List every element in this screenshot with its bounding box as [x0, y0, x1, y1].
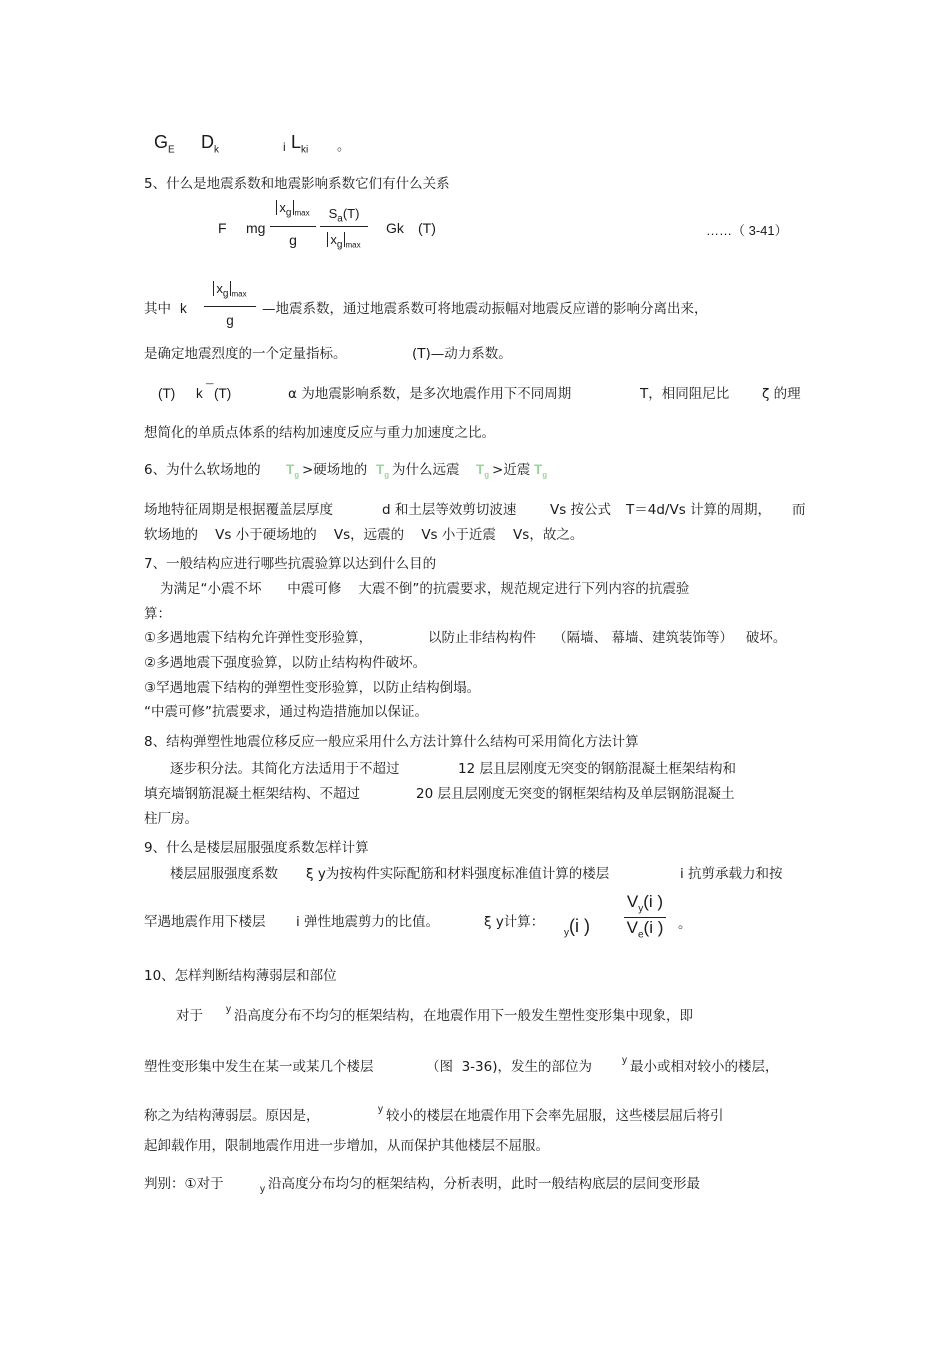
q10-line-4: 起卸载作用，限制地震作用进一步增加，从而保护其他楼层不屈服。 [144, 1138, 549, 1154]
q9-line-2-c: ξ y计算： [484, 914, 545, 930]
q6-line-1-b: d 和土层等效剪切波速 [382, 502, 517, 518]
q9-line-1-a: 楼层屈服强度系数 [170, 866, 278, 882]
q7-line-5: ③罕遇地震下结构的弹塑性变形验算，以防止结构倒塌。 [144, 680, 481, 696]
beta-t: (T) [214, 386, 232, 401]
q7-line-4: ②多遇地震下强度验算，以防止结构构件破坏。 [144, 655, 427, 671]
q9-line-1 [170, 865, 820, 883]
q9-line-2 [144, 892, 824, 943]
q6-line-1-d: T＝4d/Vs 计算的周期， [626, 502, 772, 518]
y-symbol-1: y [226, 1004, 231, 1015]
y-symbol-4: y [260, 1184, 265, 1195]
k-symbol: k [180, 301, 187, 316]
alpha-t: (T) [158, 386, 176, 401]
tg-symbol-2: $T_g$ [376, 462, 390, 480]
q5-line-1-lead: 其中 [144, 301, 171, 317]
q5-line-4: 想简化的单质点体系的结构加速度反应与重力加速度之比。 [144, 425, 495, 441]
formula-3-41 [200, 200, 820, 262]
formula-gk: Gk [386, 220, 404, 236]
q7-line-1: 为满足“小震不坏 中震可修 大震不倒”的抗震要求，规范规定进行下列内容的抗震验 [160, 581, 690, 597]
q5-line-3-b: α 为地震影响系数，是多次地震作用下不同周期 [288, 386, 572, 402]
q5-line-3-d: ζ 的理 [762, 386, 801, 402]
q8-line-2-b: 20 层且层刚度无突变的钢框架结构及单层钢筋混凝土 [416, 786, 735, 802]
question-7-heading: 7、一般结构应进行哪些抗震验算以达到什么目的 [144, 556, 437, 572]
formula-f: F [218, 220, 227, 236]
xi-y-symbol: $_y$(i ) [564, 916, 590, 939]
q6-heading-d: >近震 [492, 462, 531, 478]
q6-line-1 [144, 501, 824, 519]
q5-line-1-text: —地震系数，通过地震系数可将地震动振幅对地震反应谱的影响分离出来， [262, 301, 708, 317]
question-6-heading [144, 461, 844, 479]
q6-line-1-a: 场地特征周期是根据覆盖层厚度 [144, 502, 333, 518]
q8-line-2-a: 填充墙钢筋混凝土框架结构、不超过 [144, 786, 360, 802]
q7-line-3-a: ①多遇地震下结构允许弹性变形验算， [144, 630, 373, 646]
q5-line-2-b: (T)—动力系数。 [412, 346, 512, 362]
q8-line-1-b: 12 层且层刚度无突变的钢筋混凝土框架结构和 [458, 761, 736, 777]
formula-fraction-2: $S_a(T)$ $x_g$ $_{max}$ [320, 200, 368, 258]
q8-line-1-a: 逐步积分法。其简化方法适用于不超过 [170, 761, 400, 777]
q6-line-1-e: 而 [792, 502, 806, 518]
symbol-g: $G_E$ [154, 132, 175, 156]
formula-fraction-1: $x_g$ $_{max}$ g [270, 200, 316, 258]
q8-line-3: 柱厂房。 [144, 811, 198, 827]
tg-symbol-4: $T_g$ [534, 462, 548, 480]
symbol-l: $L_{ki}$ [291, 132, 309, 156]
xi-fraction: $V_y(i$ ) $V_e(i$ ) [622, 893, 668, 945]
question-8-heading: 8、结构弹塑性地震位移反应一般应采用什么方法计算什么结构可采用简化方法计算 [144, 734, 639, 750]
q6-line-2: 软场地的 Vs 小于硬场地的 Vs，远震的 Vs 小于近震 Vs，故之。 [144, 527, 584, 543]
q8-line-2 [144, 785, 824, 803]
q5-line-2 [144, 345, 512, 363]
q9-line-2-b: i 弹性地震剪力的比值。 [296, 914, 440, 930]
k-fraction: $x_g$ $_{max}$ g [204, 280, 256, 336]
q9-end-mark: 。 [678, 916, 692, 932]
q10-line-2-a: 塑性变形集中发生在某一或某几个楼层 [144, 1059, 374, 1075]
formula-mg: mg [246, 220, 266, 236]
symbol-d: $D_k$ [201, 132, 219, 156]
q10-line-1-a: 对于 [176, 1008, 203, 1024]
period-mark: 。 [337, 138, 351, 153]
q10-line-2 [144, 1055, 824, 1076]
q10-line-5-b: 沿高度分布均匀的框架结构，分析表明，此时一般结构底层的层间变形最 [268, 1176, 700, 1192]
q5-line-1 [144, 281, 844, 340]
k-beta: k ¯ [196, 382, 214, 401]
q7-line-3 [144, 629, 824, 647]
q6-line-1-c: Vs 按公式 [550, 502, 612, 518]
equation-fragment-top [154, 132, 374, 158]
q6-heading-b: >硬场地的 [302, 462, 368, 478]
question-10-heading: 10、怎样判断结构薄弱层和部位 [144, 968, 337, 984]
q9-line-1-b: ξ y为按构件实际配筋和材料强度标准值计算的楼层 [306, 866, 610, 882]
q7-line-3-b: 以防止非结构构件 （隔墙、 幕墙、建筑装饰等） 破坏。 [428, 630, 787, 646]
q9-line-2-a: 罕遇地震作用下楼层 [144, 914, 266, 930]
q7-line-2: 算： [144, 606, 171, 622]
question-5-heading: 5、什么是地震系数和地震影响系数它们有什么关系 [144, 176, 450, 192]
symbol-i: i [283, 140, 286, 154]
formula-t: (T) [418, 220, 436, 236]
q10-line-3 [144, 1104, 824, 1125]
y-symbol-3: y [378, 1104, 383, 1115]
y-symbol-2: y [622, 1055, 627, 1066]
q10-line-1-b: 沿高度分布不均匀的框架结构，在地震作用下一般发生塑性变形集中现象，即 [234, 1008, 693, 1024]
q10-line-5-a: 判别：①对于 [144, 1176, 224, 1192]
question-9-heading: 9、什么是楼层屈服强度系数怎样计算 [144, 840, 369, 856]
q10-line-3-a: 称之为结构薄弱层。原因是， [144, 1108, 320, 1124]
q5-line-2-a: 是确定地震烈度的一个定量指标。 [144, 346, 347, 362]
q6-heading-c: 为什么远震 [392, 462, 460, 478]
q5-line-3-c: T，相同阻尼比 [640, 386, 730, 402]
q6-heading-a: 6、为什么软场地的 [144, 462, 261, 478]
q7-line-6: “中震可修”抗震要求，通过构造措施加以保证。 [144, 704, 428, 720]
q10-line-5 [144, 1175, 824, 1193]
tg-symbol-3: $T_g$ [476, 462, 490, 480]
q10-line-2-b: （图 3-36)，发生的部位为 [426, 1059, 592, 1075]
tg-symbol-1: $T_g$ [286, 462, 300, 480]
q10-line-2-c: 最小或相对较小的楼层， [630, 1059, 779, 1075]
q10-line-1 [176, 1004, 826, 1025]
q10-line-3-b: 较小的楼层在地震作用下会率先屈服，这些楼层屈后将引 [386, 1108, 724, 1124]
equation-number: ……（ 3-41） [706, 223, 788, 238]
q9-line-1-c: i 抗剪承载力和按 [680, 866, 783, 882]
q8-line-1 [170, 760, 820, 778]
